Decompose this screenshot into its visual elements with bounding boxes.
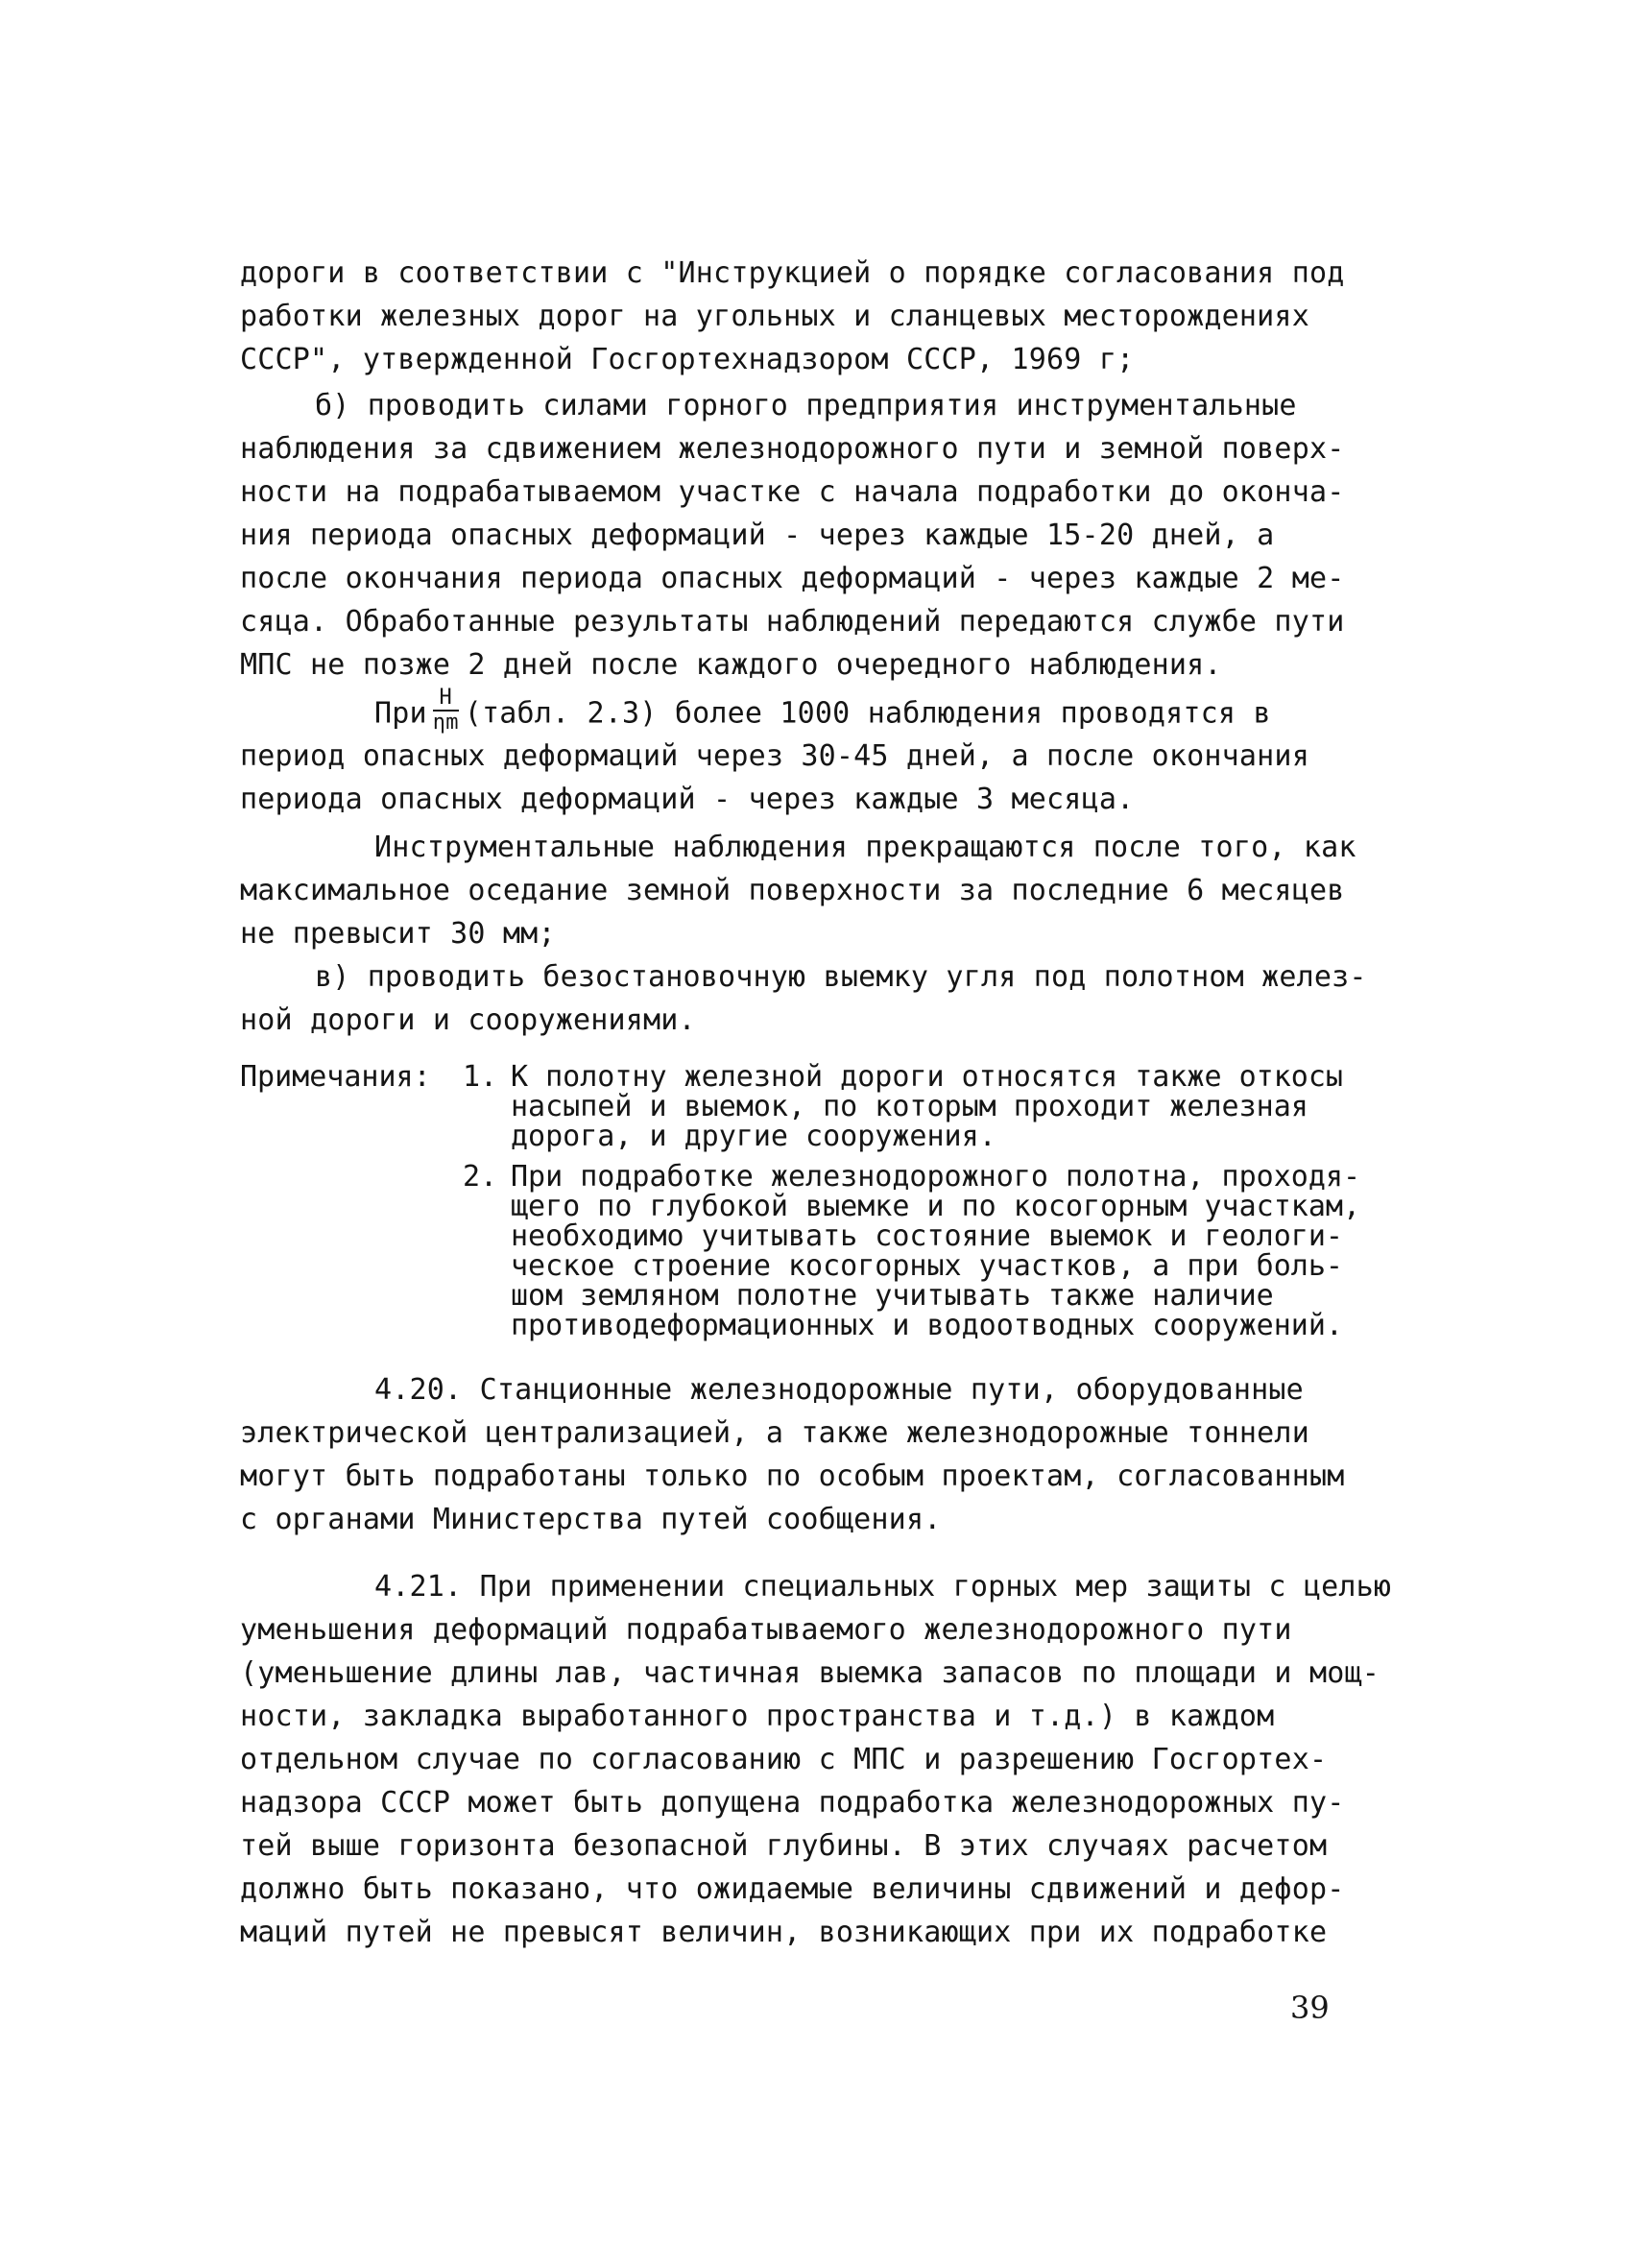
note-number: 2.	[463, 1160, 498, 1194]
notes-label: Примечания:	[240, 1060, 431, 1094]
note-line: противодеформационных и водоотводных сооружений.	[511, 1309, 1343, 1342]
text-line: периода опасных деформаций - через каждые 3 месяца.	[240, 783, 1135, 816]
paragraph-4-20	[240, 1368, 1421, 1541]
text-line: работки железных дорог на угольных и сланцевых месторождениях	[240, 300, 1309, 333]
text-line: 4.20. Станционные железнодорожные пути, оборудованные	[374, 1373, 1304, 1407]
text-line: маций путей не превысят величин, возникающих при их подработке	[240, 1916, 1328, 1949]
text-line: сяца. Обработанные результаты наблюдений передаются службе пути	[240, 605, 1345, 639]
text-line: электрической централизацией, а также железнодорожные тоннели	[240, 1416, 1309, 1450]
text-line: с органами Министерства путей сообщения.	[240, 1503, 942, 1536]
text-line: максимальное оседание земной поверхности за последние 6 месяцев	[240, 874, 1345, 907]
note-line: щего по глубокой выемке и по косогорным участкам,	[511, 1190, 1361, 1223]
note-line: К полотну железной дороги относятся также откосы	[511, 1060, 1343, 1094]
text-line: Инструментальные наблюдения прекращаются после того, как	[374, 831, 1356, 864]
text-line: дороги в соответствии с "Инструкцией о порядке согласования под	[240, 256, 1345, 290]
text-line: ности на подрабатываемом участке с начала подработки до оконча-	[240, 475, 1345, 509]
paragraph-4-21	[240, 1565, 1421, 1954]
text-line: уменьшения деформаций подрабатываемого железнодорожного пути	[240, 1613, 1292, 1647]
note-line: ческое строение косогорных участков, а при боль-	[511, 1249, 1343, 1283]
note-line: При подработке железнодорожного полотна, проходя-	[511, 1160, 1361, 1194]
text-line: период опасных деформаций через 30-45 дней, а после окончания	[240, 739, 1309, 773]
text-line: б) проводить силами горного предприятия инструментальные	[315, 389, 1297, 422]
text-line: надзора СССР может быть допущена подработка железнодорожных пу-	[240, 1786, 1345, 1820]
note-number: 1.	[463, 1060, 498, 1094]
note-2	[511, 1162, 1360, 1340]
text-line: ной дороги и сооружениями.	[240, 1003, 696, 1037]
text-line: тей выше горизонта безопасной глубины. В этих случаях расчетом	[240, 1829, 1328, 1863]
text-line: 4.21. При применении специальных горных мер защиты с целью	[374, 1570, 1392, 1604]
paragraph-item-b	[240, 384, 1421, 687]
text-line: наблюдения за сдвижением железнодорожного пути и земной поверх-	[240, 432, 1345, 466]
paragraph-item-v	[240, 955, 1421, 1042]
ratio-fraction	[433, 688, 459, 734]
fraction-numerator: Н	[433, 688, 459, 712]
text-line: после окончания периода опасных деформаций - через каждые 2 ме-	[240, 562, 1345, 595]
paragraph-railway-instruction	[240, 252, 1421, 381]
ratio-prefix: При	[374, 696, 427, 731]
note-1	[511, 1062, 1343, 1151]
text-line: отдельном случае по согласованию с МПС и разрешению Госгортех-	[240, 1743, 1328, 1776]
note-line: шом земляном полотне учитывать также наличие	[511, 1279, 1274, 1313]
note-line: насыпей и выемок, по которым проходит железная	[511, 1090, 1308, 1123]
text-line: ния периода опасных деформаций - через каждые 15-20 дней, а	[240, 519, 1275, 552]
text-line: в) проводить безостановочную выемку угля под полотном желез-	[315, 960, 1367, 994]
text-line: ности, закладка выработанного пространства и т.д.) в каждом	[240, 1700, 1275, 1733]
note-line: необходимо учитывать состояние выемок и геологи-	[511, 1219, 1343, 1253]
ratio-line	[240, 686, 1421, 735]
text-line: не превысит 30 мм;	[240, 917, 556, 951]
text-line: МПС не позже 2 дней после каждого очередного наблюдения.	[240, 648, 1222, 682]
text-line: (уменьшение длины лав, частичная выемка запасов по площади и мощ-	[240, 1656, 1380, 1690]
fraction-denominator: ηm	[432, 711, 459, 735]
page-number: 39	[1290, 1990, 1330, 2026]
note-line: дорога, и другие сооружения.	[511, 1120, 996, 1153]
paragraph-instrumental-observations	[240, 826, 1421, 955]
paragraph-ratio-condition	[240, 686, 1421, 821]
text-line: могут быть подработаны только по особым проектам, согласованным	[240, 1460, 1345, 1493]
ratio-suffix: (табл. 2.3) более 1000 наблюдения проводятся в	[464, 696, 1271, 731]
text-line: СССР", утвержденной Госгортехнадзором СССР, 1969 г;	[240, 343, 1135, 376]
text-line: должно быть показано, что ожидаемые величины сдвижений и дефор-	[240, 1872, 1345, 1906]
